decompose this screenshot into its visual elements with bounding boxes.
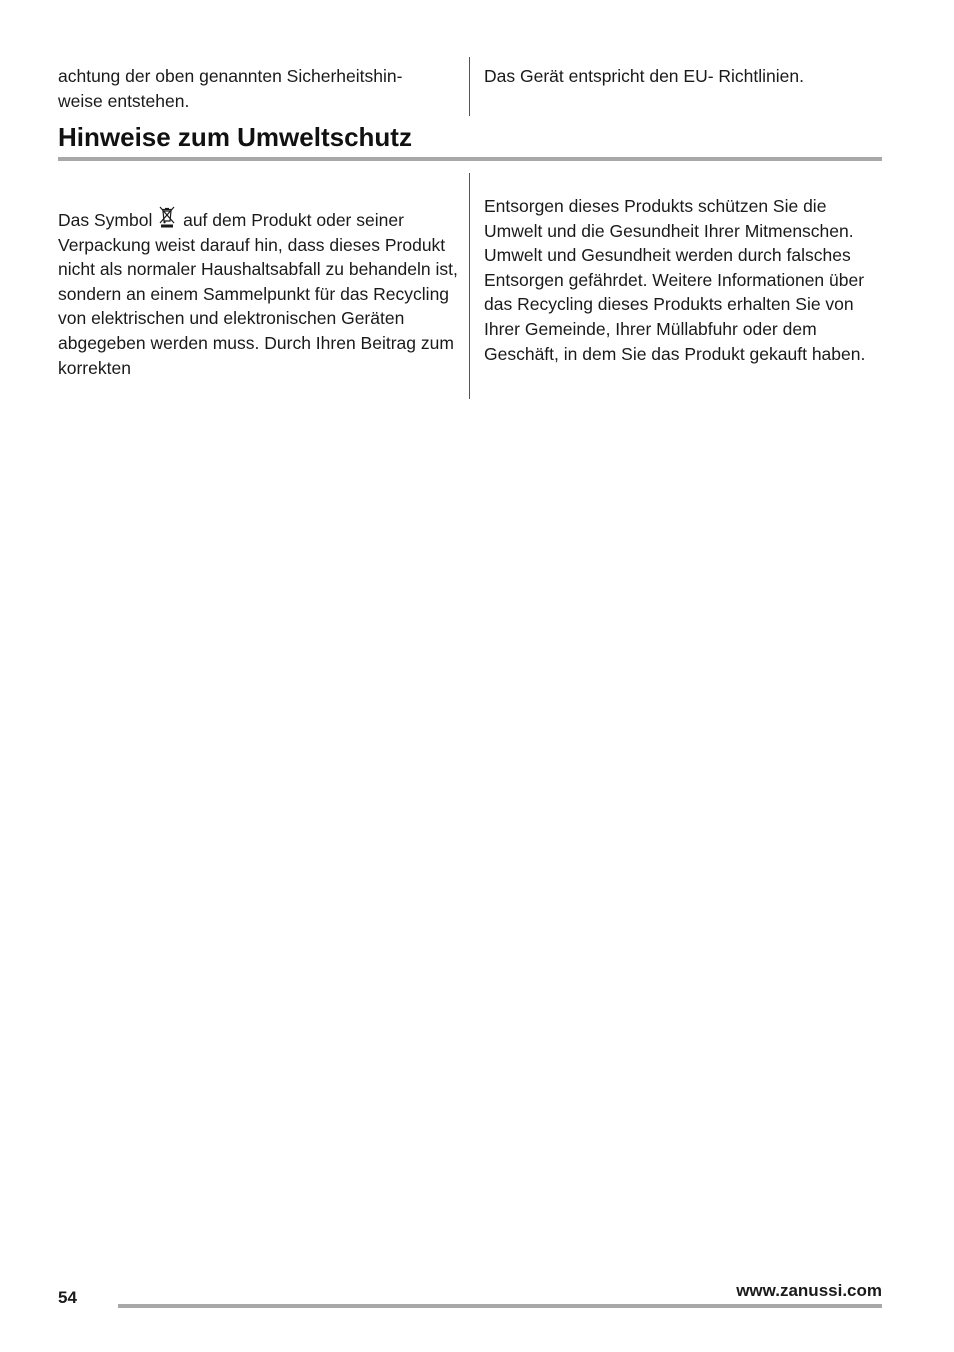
section-title-rule (58, 157, 882, 161)
continued-text-line-2: weise entstehen. (58, 90, 190, 111)
column-divider-body (469, 173, 470, 399)
column-divider-top (469, 57, 470, 116)
symbol-intro-text: Das Symbol (58, 210, 153, 230)
environment-paragraph-left (58, 206, 458, 380)
symbol-explanation-text: auf dem Produkt oder seiner Verpackung weist darauf hin, dass dieses Produkt nicht als normaler Haushaltsabfall zu behandeln ist, sondern an einem Sammelpunkt für das Recycling von elektrischen und elektronischen Geräten abgegeben werden muss. Durch Ihren Beitrag zum korrekten (58, 210, 458, 378)
environment-paragraph-right: Entsorgen dieses Produkts schützen Sie die Umwelt und die Gesundheit Ihrer Mitmenschen. Umwelt und Gesundheit werden durch falsches Entsorgen gefährdet. Weitere Informationen über das Recycling dieses Produkts erhalten Sie von Ihrer Gemeinde, Ihrer Müllabfuhr oder dem Geschäft, in dem Sie das Produkt gekauft haben. (484, 196, 866, 364)
crossed-out-wheelie-bin-icon (158, 206, 176, 228)
website-url: www.zanussi.com (736, 1281, 882, 1300)
continued-paragraph (58, 64, 458, 113)
continued-text-line-1: achtung der oben genannten Sicherheitshin- (58, 66, 403, 86)
page-number: 54 (58, 1288, 77, 1307)
section-title: Hinweise zum Umweltschutz (58, 122, 412, 152)
footer-rule (118, 1304, 882, 1308)
eu-compliance-text: Das Gerät entspricht den EU- Richtlinien. (484, 66, 804, 86)
